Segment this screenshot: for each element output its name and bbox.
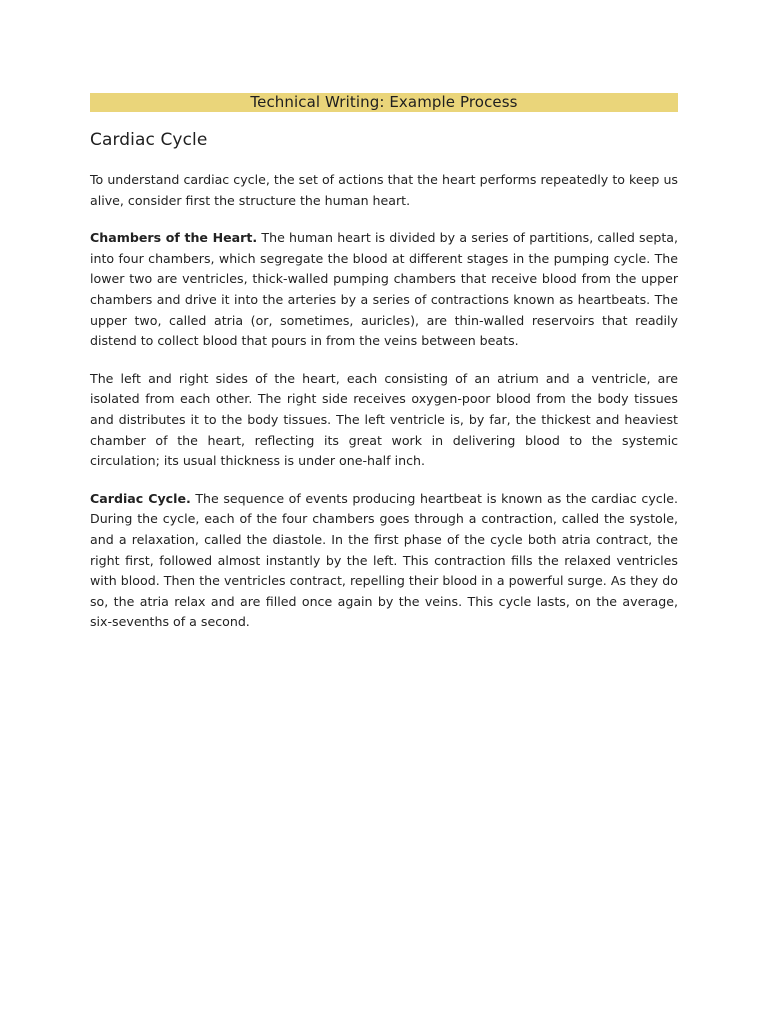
document-body <box>90 170 678 650</box>
paragraph-lead-chambers: Chambers of the Heart. <box>90 230 258 246</box>
paragraph-lead-cardiac-cycle: Cardiac Cycle. <box>90 490 191 506</box>
document-title-banner: Technical Writing: Example Process <box>90 93 678 112</box>
paragraph-intro <box>90 170 678 211</box>
paragraph-text: The left and right sides of the heart, each consisting of an atrium and a ventricle, are isolated from each other. The right side receives oxygen-poor blood from the body tissues and distributes it to the body tissues. The left ventricle is, by far, the thickest and heaviest chamber of the heart, reflecting its great work in delivering blood to the systemic circulation; its usual thickness is under one-half inch. <box>90 370 678 469</box>
paragraph-cardiac-cycle <box>90 489 678 633</box>
paragraph-text: The sequence of events producing heartbeat is known as the cardiac cycle. During the cycle, each of the four chambers goes through a contraction, called the systole, and a relaxation, called the diastole. In the first phase of the cycle both atria contract, the right first, followed almost instantly by the left. This contraction fills the relaxed ventricles with blood. Then the ventricles contract, repelling their blood in a powerful surge. As they do so, the atria relax and are filled once again by the veins. This cycle lasts, on the average, six-sevenths of a second. <box>90 490 678 630</box>
paragraph-sides <box>90 369 678 472</box>
paragraph-chambers <box>90 228 678 352</box>
section-heading: Cardiac Cycle <box>90 130 208 150</box>
paragraph-text: The human heart is divided by a series of partitions, called septa, into four chambers, which segregate the blood at different stages in the pumping cycle. The lower two are ventricles, thick-walled pumping chambers that receive blood from the upper chambers and drive it into the arteries by a series of contractions known as heartbeats. The upper two, called atria (or, sometimes, auricles), are thin-walled reservoirs that readily distend to collect blood that pours in from the veins between beats. <box>90 230 678 349</box>
paragraph-text: To understand cardiac cycle, the set of actions that the heart performs repeatedly to keep us alive, consider first the structure the human heart. <box>90 172 678 208</box>
